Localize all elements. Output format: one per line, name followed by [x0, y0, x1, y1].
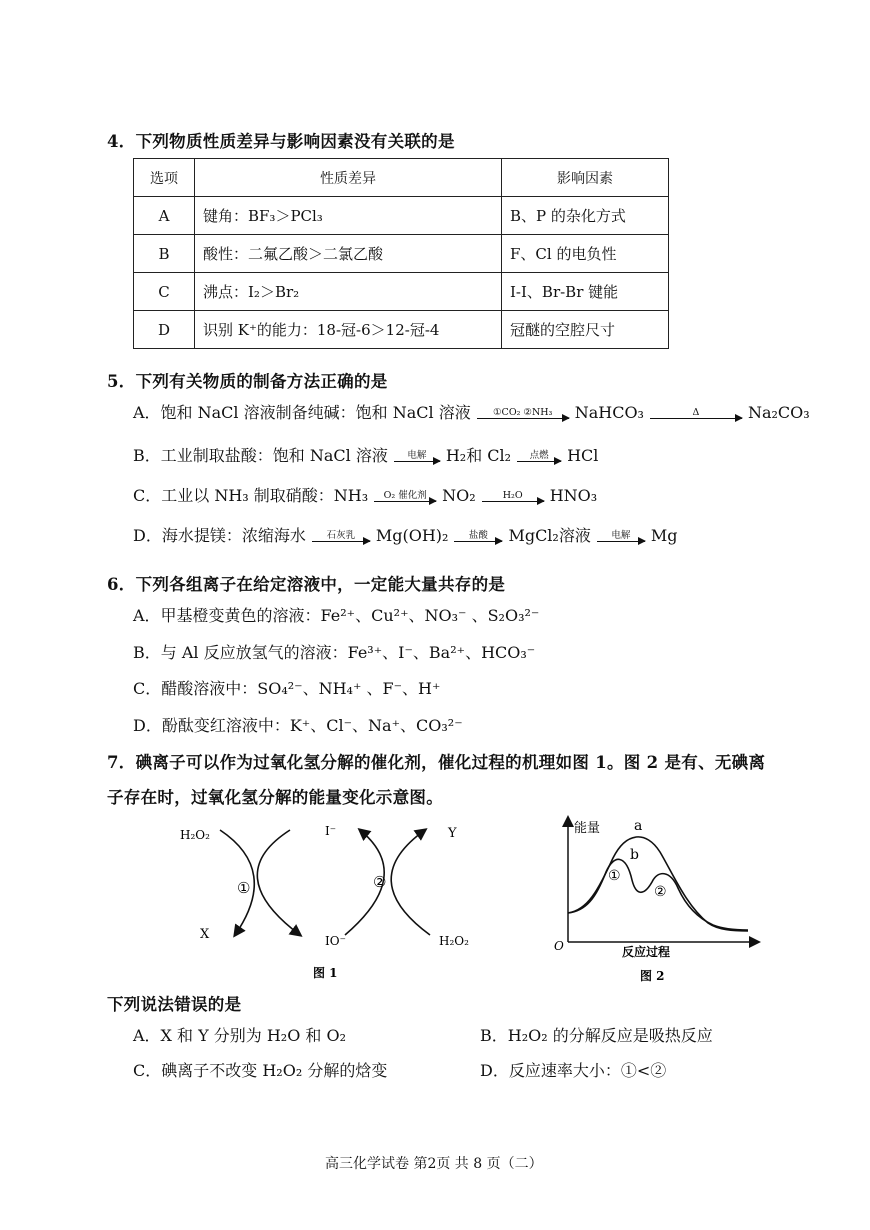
cycle1-arrow-right: [257, 830, 300, 935]
reaction-arrow: [454, 531, 502, 542]
y-axis-label: 能量: [574, 821, 601, 836]
label-x: X: [200, 927, 210, 942]
figure-2-caption: 图 2: [640, 969, 665, 983]
arrow-condition: 盐酸: [468, 529, 488, 541]
reaction-arrow: [312, 531, 370, 542]
step-1-label: ①: [237, 879, 251, 897]
label-h2o2-left: H₂O₂: [180, 828, 210, 842]
cycle2-arrow-right: [391, 830, 430, 935]
label-h2o2-right: H₂O₂: [439, 934, 469, 948]
header-difference: 性质差异: [195, 159, 502, 197]
table-header-row: [134, 159, 669, 197]
arrow-condition: O₂ 催化剂: [383, 489, 427, 501]
arrow-condition: ①CO₂ ②NH₃: [493, 406, 553, 418]
product: Mg(OH)₂: [375, 526, 449, 545]
row-factor: I-I、Br-Br 键能: [502, 273, 669, 311]
product: HCl: [567, 446, 599, 465]
row-difference: 键角：BF₃＞PCl₃: [195, 197, 502, 235]
row-difference: 酸性：二氟乙酸＞二氯乙酸: [195, 235, 502, 273]
q6-option-b: B．与 Al 反应放氢气的溶液：Fe³⁺、I⁻、Ba²⁺、HCO₃⁻: [133, 643, 536, 662]
label-i-minus: I⁻: [325, 824, 337, 838]
q5-stem: 5．下列有关物质的制备方法正确的是: [107, 372, 388, 391]
q5-option-d: [133, 523, 677, 546]
reaction-arrow: [597, 531, 645, 542]
reaction-arrow: [394, 451, 440, 462]
option-d-text: D．海水提镁：浓缩海水: [133, 526, 306, 545]
table-row: [134, 273, 669, 311]
row-factor: 冠醚的空腔尺寸: [502, 311, 669, 349]
q4-table: [133, 158, 669, 349]
peak-1-label: ①: [608, 868, 621, 884]
q6-option-c: C．醋酸溶液中：SO₄²⁻、NH₄⁺ 、F⁻、H⁺: [133, 679, 441, 698]
product: Na₂CO₃: [747, 403, 810, 422]
row-option: B: [134, 235, 195, 273]
header-option: 选项: [134, 159, 195, 197]
label-y: Y: [448, 826, 457, 841]
arrow-condition: 电解: [407, 449, 427, 461]
x-axis-label: 反应过程: [622, 945, 671, 959]
row-option: C: [134, 273, 195, 311]
arrow-condition: 点燃: [529, 449, 549, 461]
arrow-condition: 石灰乳: [326, 529, 356, 541]
q7-stem-line1: 7．碘离子可以作为过氧化氢分解的催化剂，催化过程的机理如图 1。图 2 是有、无碘离: [107, 753, 766, 772]
q6-option-d: D．酚酞变红溶液中：K⁺、Cl⁻、Na⁺、CO₃²⁻: [133, 716, 463, 735]
arrow-condition: Δ: [692, 406, 700, 418]
q7-stem-line2: 子存在时，过氧化氢分解的能量变化示意图。: [107, 788, 443, 807]
option-a-text: A．饱和 NaCl 溶液制备纯碱：饱和 NaCl 溶液: [133, 403, 471, 422]
table-row: [134, 311, 669, 349]
row-option: D: [134, 311, 195, 349]
curve-b-label: b: [630, 847, 639, 863]
option-c-text: C．工业以 NH₃ 制取硝酸：NH₃: [133, 486, 369, 505]
product: Mg: [650, 526, 678, 545]
q4-stem: 4．下列物质性质差异与影响因素没有关联的是: [107, 132, 455, 151]
product: NaHCO₃: [574, 403, 644, 422]
row-factor: B、P 的杂化方式: [502, 197, 669, 235]
q7-option-b: B．H₂O₂ 的分解反应是吸热反应: [480, 1026, 713, 1045]
q5-option-a: [133, 400, 810, 423]
label-io-minus: IO⁻: [325, 934, 346, 948]
figure-1-mechanism: [165, 815, 495, 985]
curve-a-label: a: [634, 818, 643, 834]
q6-stem: 6．下列各组离子在给定溶液中，一定能大量共存的是: [107, 575, 506, 594]
row-option: A: [134, 197, 195, 235]
reaction-arrow: [477, 408, 569, 419]
figure-1-caption: 图 1: [313, 966, 338, 980]
q7-option-c: C．碘离子不改变 H₂O₂ 分解的焓变: [133, 1061, 388, 1080]
peak-2-label: ②: [654, 884, 667, 900]
arrow-condition: 电解: [611, 529, 631, 541]
q7-option-d: D．反应速率大小：①<②: [480, 1061, 667, 1080]
option-b-text: B．工业制取盐酸：饱和 NaCl 溶液: [133, 446, 388, 465]
row-difference: 识别 K⁺的能力：18-冠-6＞12-冠-4: [195, 311, 502, 349]
q5-option-c: [133, 483, 597, 506]
arrow-condition: H₂O: [502, 489, 523, 501]
q6-option-a: A．甲基橙变黄色的溶液：Fe²⁺、Cu²⁺、NO₃⁻ 、S₂O₃²⁻: [133, 606, 540, 625]
reaction-arrow: [374, 491, 436, 502]
table-row: [134, 235, 669, 273]
q7-option-a: A．X 和 Y 分别为 H₂O 和 O₂: [133, 1026, 347, 1045]
table-row: [134, 197, 669, 235]
product: MgCl₂溶液: [508, 526, 591, 545]
product: HNO₃: [549, 486, 598, 505]
product: H₂和 Cl₂: [445, 446, 512, 465]
reaction-arrow: [650, 408, 742, 419]
reaction-arrow: [482, 491, 544, 502]
row-factor: F、Cl 的电负性: [502, 235, 669, 273]
q5-option-b: [133, 443, 598, 466]
step-2-label: ②: [373, 873, 387, 891]
figure-2-energy-diagram: [548, 810, 768, 988]
page-footer: 高三化学试卷 第2页 共 8 页（二）: [325, 1156, 543, 1172]
q7-ask: 下列说法错误的是: [107, 995, 242, 1014]
origin-label: O: [554, 939, 564, 953]
product: NO₂: [442, 486, 476, 505]
header-factor: 影响因素: [502, 159, 669, 197]
reaction-arrow: [517, 451, 561, 462]
row-difference: 沸点：I₂＞Br₂: [195, 273, 502, 311]
